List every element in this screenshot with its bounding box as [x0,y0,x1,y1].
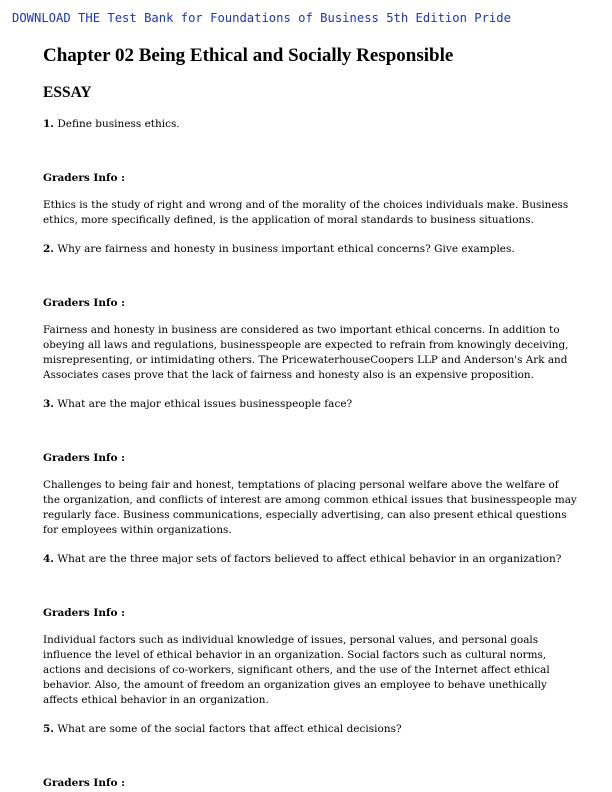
question-2 [43,242,563,257]
question-1 [43,117,563,132]
question-number: 5. [43,723,54,735]
answer-line: Ethics is the study of right and wrong and of the morality of the choices individuals make. Business [43,199,569,211]
answer-2 [43,323,569,383]
question-text: Define business ethics. [57,118,180,130]
question-text: What are the major ethical issues businesspeople face? [57,398,353,410]
answer-3 [43,478,577,538]
answer-line: ethics, more specifically defined, is the application of moral standards to business situations. [43,214,534,226]
answer-line: for employees within organizations. [43,524,232,536]
section-heading: ESSAY [43,84,92,101]
graders-info-label: Graders Info : [43,607,126,619]
answer-line: behavior. Also, the amount of freedom an organization gives an employee to behave unethically [43,679,547,691]
question-number: 3. [43,398,54,410]
answer-line: influence the level of ethical behavior in an organization. Social factors such as cultural norms, [43,649,547,661]
answer-line: misrepresenting, or intimidating others. The PricewaterhouseCoopers LLP and Anderson's Ark and [43,354,568,366]
question-number: 1. [43,118,54,130]
answer-line: obeying all laws and regulations, businesspeople are expected to refrain from knowingly deceiving, [43,339,569,351]
answer-line: regularly face. Business communications, especially advertising, can also present ethical questions [43,509,567,521]
answer-line: actions and decisions of co-workers, significant others, and the use of the Internet affect ethical [43,664,550,676]
chapter-title: Chapter 02 Being Ethical and Socially Responsible [43,45,454,66]
question-5 [43,722,563,737]
question-number: 4. [43,553,54,565]
answer-line: Associates cases prove that the lack of fairness and honesty also is an expensive proposition. [43,369,534,381]
download-banner[interactable]: DOWNLOAD THE Test Bank for Foundations of Business 5th Edition Pride [12,11,511,25]
document-body [43,44,577,791]
graders-info-label: Graders Info : [43,172,126,184]
question-3 [43,397,563,412]
graders-info-label: Graders Info : [43,297,126,309]
graders-info-label: Graders Info : [43,452,126,464]
question-number: 2. [43,243,54,255]
answer-line: Individual factors such as individual knowledge of issues, personal values, and personal goals [43,634,539,646]
answer-4 [43,633,563,708]
question-text: What are the three major sets of factors believed to affect ethical behavior in an organization? [57,553,562,565]
answer-1 [43,198,569,228]
question-text: What are some of the social factors that affect ethical decisions? [57,723,402,735]
answer-line: Fairness and honesty in business are considered as two important ethical concerns. In addition to [43,324,560,336]
question-4 [43,552,563,567]
answer-line: the organization, and conflicts of interest are among common ethical issues that businesspeople may [43,494,577,506]
question-text: Why are fairness and honesty in business important ethical concerns? Give examples. [57,243,515,255]
answer-line: affects ethical behavior in an organization. [43,694,269,706]
answer-line: Challenges to being fair and honest, temptations of placing personal welfare above the welfare of [43,479,559,491]
graders-info-label: Graders Info : [43,777,126,789]
